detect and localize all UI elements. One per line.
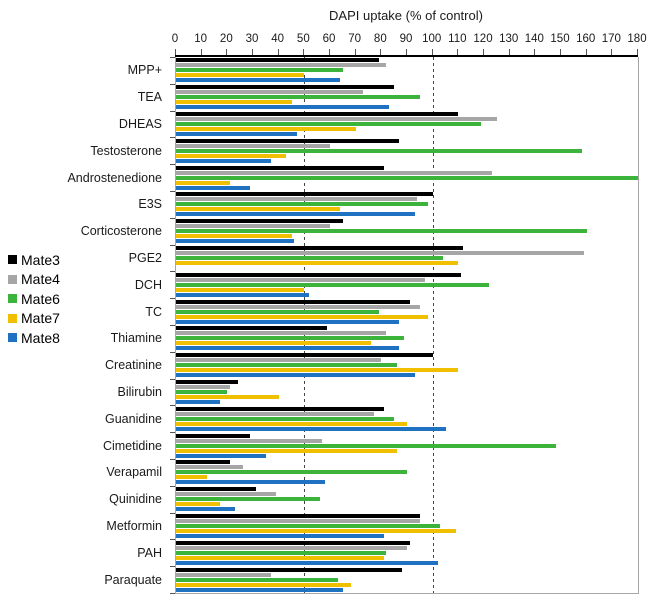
bar-mate6 xyxy=(176,336,404,340)
category-tick-mark xyxy=(170,513,175,514)
bar-mate7 xyxy=(176,127,356,131)
bar-mate3 xyxy=(176,300,410,304)
x-tick-label: 10 xyxy=(194,33,208,45)
category-label-dch: DCH xyxy=(134,277,162,292)
x-tick-label: 40 xyxy=(271,33,285,45)
bar-group-tea xyxy=(176,84,638,111)
bar-mate6 xyxy=(176,202,428,206)
bar-mate7 xyxy=(176,73,304,77)
category-label-dheas: DHEAS xyxy=(118,116,162,131)
category-tick-mark xyxy=(170,566,175,567)
bar-mate4 xyxy=(176,412,374,416)
category-tick-mark xyxy=(170,486,175,487)
bar-mate7 xyxy=(176,449,397,453)
x-tick-label: 180 xyxy=(627,33,647,45)
bar-mate3 xyxy=(176,219,343,223)
bar-group-paraquate xyxy=(176,566,638,593)
bar-mate8 xyxy=(176,561,438,565)
bar-mate8 xyxy=(176,507,235,511)
bar-group-pah xyxy=(176,539,638,566)
bar-mate3 xyxy=(176,407,384,411)
bar-mate7 xyxy=(176,315,428,319)
legend-swatch-mate8 xyxy=(8,333,17,342)
bar-mate4 xyxy=(176,465,243,469)
bar-mate4 xyxy=(176,385,230,389)
bar-mate4 xyxy=(176,224,330,228)
category-tick-mark xyxy=(170,325,175,326)
bar-group-creatinine xyxy=(176,352,638,379)
legend-item-mate7 xyxy=(8,309,60,329)
category-tick-mark xyxy=(170,245,175,246)
bar-mate3 xyxy=(176,139,399,143)
bar-group-bilirubin xyxy=(176,379,638,406)
x-tick-label: 140 xyxy=(524,33,544,45)
x-tick-label: 150 xyxy=(550,33,570,45)
x-tick-label: 60 xyxy=(322,33,336,45)
bar-mate8 xyxy=(176,534,384,538)
x-tick-label: 30 xyxy=(245,33,259,45)
bar-group-dch xyxy=(176,271,638,298)
legend-item-mate8 xyxy=(8,328,60,348)
bar-group-cimetidine xyxy=(176,432,638,459)
x-tick-label: 80 xyxy=(373,33,387,45)
bar-mate4 xyxy=(176,171,492,175)
bar-mate8 xyxy=(176,105,389,109)
bar-mate8 xyxy=(176,454,266,458)
bar-mate4 xyxy=(176,331,386,335)
x-tick-label: 120 xyxy=(473,33,493,45)
bar-mate8 xyxy=(176,480,325,484)
bar-mate7 xyxy=(176,181,230,185)
bar-mate3 xyxy=(176,434,250,438)
bar-group-androstenedione xyxy=(176,164,638,191)
x-axis-title: DAPI uptake (% of control) xyxy=(329,8,483,23)
bar-group-tc xyxy=(176,298,638,325)
category-tick-mark xyxy=(170,298,175,299)
bar-mate7 xyxy=(176,288,304,292)
bar-mate4 xyxy=(176,278,425,282)
legend xyxy=(8,250,60,348)
legend-label-mate3: Mate3 xyxy=(21,251,60,268)
bar-group-testosterone xyxy=(176,137,638,164)
legend-swatch-mate7 xyxy=(8,314,17,323)
bar-mate7 xyxy=(176,583,351,587)
bar-mate3 xyxy=(176,112,458,116)
bar-group-guanidine xyxy=(176,405,638,432)
bar-mate8 xyxy=(176,239,294,243)
bar-mate8 xyxy=(176,427,446,431)
bar-mate6 xyxy=(176,363,397,367)
bar-mate4 xyxy=(176,251,584,255)
bar-mate6 xyxy=(176,176,638,180)
bar-group-e3s xyxy=(176,191,638,218)
bar-mate8 xyxy=(176,293,309,297)
bar-mate4 xyxy=(176,63,386,67)
bar-mate3 xyxy=(176,246,463,250)
bar-mate6 xyxy=(176,390,227,394)
category-label-androstenedione: Androstenedione xyxy=(67,170,162,185)
category-tick-mark xyxy=(170,57,175,58)
category-label-tc: TC xyxy=(145,304,162,319)
bar-mate4 xyxy=(176,546,407,550)
x-tick-label: 20 xyxy=(219,33,233,45)
bar-mate3 xyxy=(176,460,230,464)
category-tick-mark xyxy=(170,218,175,219)
bar-mate4 xyxy=(176,358,381,362)
x-tick-label: 70 xyxy=(348,33,362,45)
bar-mate4 xyxy=(176,197,417,201)
bar-mate3 xyxy=(176,380,238,384)
bar-mate8 xyxy=(176,212,415,216)
bar-mate4 xyxy=(176,519,420,523)
category-tick-mark xyxy=(170,459,175,460)
bar-mate4 xyxy=(176,144,330,148)
legend-label-mate4: Mate4 xyxy=(21,271,60,288)
bar-mate6 xyxy=(176,256,443,260)
bar-group-mpp- xyxy=(176,57,638,84)
bar-mate3 xyxy=(176,85,394,89)
bar-mate6 xyxy=(176,470,407,474)
bar-mate3 xyxy=(176,487,256,491)
bar-mate7 xyxy=(176,395,279,399)
bar-mate3 xyxy=(176,353,433,357)
bar-mate7 xyxy=(176,529,456,533)
category-tick-mark xyxy=(170,432,175,433)
bar-mate7 xyxy=(176,502,220,506)
bar-mate6 xyxy=(176,417,394,421)
bar-mate3 xyxy=(176,58,379,62)
bar-mate7 xyxy=(176,100,292,104)
category-tick-mark xyxy=(170,84,175,85)
x-tick-label: 170 xyxy=(601,33,621,45)
category-label-mpp-: MPP+ xyxy=(127,63,162,78)
category-tick-mark xyxy=(170,191,175,192)
x-tick-label: 160 xyxy=(576,33,596,45)
bar-mate7 xyxy=(176,341,371,345)
bar-mate8 xyxy=(176,346,399,350)
bar-mate7 xyxy=(176,207,340,211)
legend-item-mate3 xyxy=(8,250,60,270)
bar-group-verapamil xyxy=(176,459,638,486)
bar-mate3 xyxy=(176,541,410,545)
category-label-verapamil: Verapamil xyxy=(106,465,162,480)
x-tick-label: 90 xyxy=(399,33,413,45)
category-label-quinidine: Quinidine xyxy=(109,492,162,507)
bar-group-quinidine xyxy=(176,486,638,513)
category-label-thiamine: Thiamine xyxy=(110,331,162,346)
category-label-e3s: E3S xyxy=(138,197,162,212)
category-label-corticosterone: Corticosterone xyxy=(80,224,162,239)
bar-mate6 xyxy=(176,444,556,448)
bar-mate8 xyxy=(176,400,220,404)
category-tick-mark xyxy=(170,379,175,380)
bar-mate6 xyxy=(176,95,420,99)
legend-swatch-mate6 xyxy=(8,294,17,303)
category-label-pah: PAH xyxy=(137,545,162,560)
bar-group-corticosterone xyxy=(176,218,638,245)
bar-mate6 xyxy=(176,122,481,126)
bar-mate6 xyxy=(176,551,386,555)
bar-mate3 xyxy=(176,192,433,196)
category-label-creatinine: Creatinine xyxy=(105,358,162,373)
category-label-bilirubin: Bilirubin xyxy=(117,384,162,399)
bar-mate6 xyxy=(176,149,582,153)
category-tick-mark xyxy=(170,405,175,406)
bar-mate7 xyxy=(176,154,286,158)
bar-group-pge2 xyxy=(176,245,638,272)
legend-swatch-mate3 xyxy=(8,255,17,264)
bar-mate6 xyxy=(176,68,343,72)
x-tick-label: 100 xyxy=(422,33,442,45)
category-label-cimetidine: Cimetidine xyxy=(102,438,162,453)
bar-mate4 xyxy=(176,117,497,121)
bar-mate7 xyxy=(176,422,407,426)
bar-mate7 xyxy=(176,556,384,560)
bar-mate4 xyxy=(176,305,420,309)
bar-mate3 xyxy=(176,568,402,572)
category-label-guanidine: Guanidine xyxy=(105,411,162,426)
legend-label-mate8: Mate8 xyxy=(21,329,60,346)
category-label-metformin: Metformin xyxy=(106,518,162,533)
category-label-tea: TEA xyxy=(137,90,162,105)
bar-mate8 xyxy=(176,132,297,136)
bar-mate7 xyxy=(176,368,458,372)
bar-mate4 xyxy=(176,90,363,94)
plot-area xyxy=(175,57,639,594)
bar-mate7 xyxy=(176,475,207,479)
x-tick-label: 0 xyxy=(171,33,179,45)
bar-mate3 xyxy=(176,166,384,170)
category-tick-mark xyxy=(170,164,175,165)
category-tick-mark xyxy=(170,137,175,138)
category-tick-mark xyxy=(170,352,175,353)
bar-mate6 xyxy=(176,497,320,501)
category-label-pge2: PGE2 xyxy=(128,250,162,265)
legend-swatch-mate4 xyxy=(8,275,17,284)
legend-label-mate7: Mate7 xyxy=(21,310,60,327)
bar-group-dheas xyxy=(176,111,638,138)
category-label-paraquate: Paraquate xyxy=(104,572,162,587)
bar-mate8 xyxy=(176,320,399,324)
bar-mate6 xyxy=(176,524,440,528)
bar-mate7 xyxy=(176,261,458,265)
bar-mate8 xyxy=(176,159,271,163)
category-label-testosterone: Testosterone xyxy=(90,143,162,158)
legend-item-mate4 xyxy=(8,270,60,290)
bar-mate3 xyxy=(176,326,327,330)
legend-item-mate6 xyxy=(8,289,60,309)
bar-mate8 xyxy=(176,373,415,377)
legend-label-mate6: Mate6 xyxy=(21,290,60,307)
x-tick-label: 50 xyxy=(296,33,310,45)
category-tick-mark xyxy=(170,111,175,112)
bar-mate7 xyxy=(176,234,292,238)
bar-mate6 xyxy=(176,229,587,233)
bar-mate6 xyxy=(176,578,338,582)
bar-mate8 xyxy=(176,78,340,82)
bar-group-metformin xyxy=(176,513,638,540)
bar-mate4 xyxy=(176,492,276,496)
category-tick-mark xyxy=(170,593,175,594)
x-tick-label: 110 xyxy=(448,33,467,45)
bar-mate8 xyxy=(176,186,250,190)
bar-mate6 xyxy=(176,310,379,314)
x-tick-label: 130 xyxy=(499,33,519,45)
bar-mate4 xyxy=(176,573,271,577)
bar-mate3 xyxy=(176,273,461,277)
bar-mate3 xyxy=(176,514,420,518)
category-tick-mark xyxy=(170,539,175,540)
bar-mate8 xyxy=(176,588,343,592)
bar-group-thiamine xyxy=(176,325,638,352)
bar-mate6 xyxy=(176,283,489,287)
category-tick-mark xyxy=(170,271,175,272)
bar-mate4 xyxy=(176,439,322,443)
